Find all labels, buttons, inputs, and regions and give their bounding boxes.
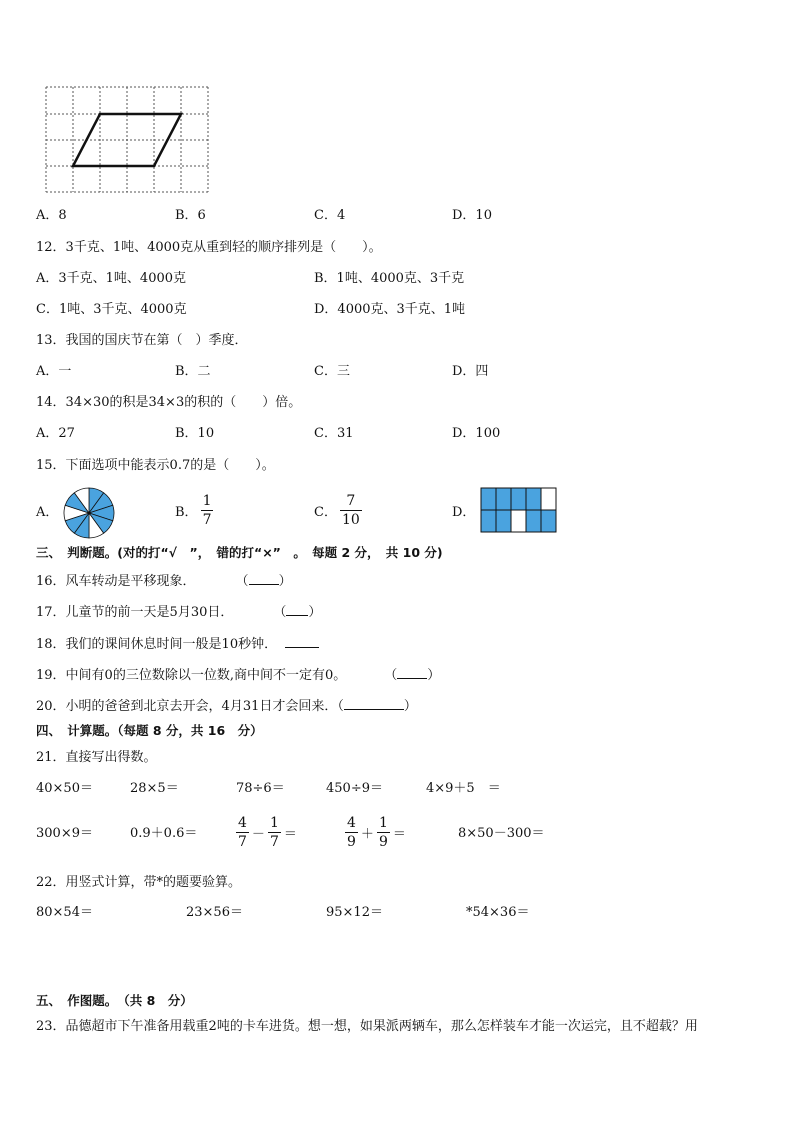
q23-stem: 23．品德超市下午准备用载重2吨的卡车进货。想一想，如果派两辆车，那么怎样装车才能一次运完，且不超载？用 <box>36 1019 698 1034</box>
q22-item-1[interactable]: 80×54＝ <box>36 905 93 920</box>
q16-answer-blank[interactable] <box>249 572 279 585</box>
q14-option-c[interactable]: C．31 <box>314 426 354 441</box>
q12-option-b[interactable]: B．1吨、4000克、3千克 <box>314 271 465 286</box>
section5-heading: 五、 作图题。 （共 8 分） <box>36 993 193 1008</box>
q13-option-a[interactable]: A．一 <box>36 364 72 379</box>
q13-option-c[interactable]: C．三 <box>314 364 350 379</box>
fraction-1-7: $\frac{1}{7}$ <box>269 815 279 850</box>
q14-option-d[interactable]: D．100 <box>452 426 501 441</box>
q22-item-4[interactable]: *54×36＝ <box>466 905 530 920</box>
equals-sign: ＝ <box>283 827 297 842</box>
parallelogram-grid-figure <box>44 84 214 199</box>
grid-cell <box>541 510 556 532</box>
grid-cell <box>496 488 511 510</box>
q19-answer-blank[interactable] <box>397 666 427 679</box>
q15-c-label: C． <box>314 505 337 520</box>
grid-cell <box>526 510 541 532</box>
q16-stem: 16．风车转动是平移现象． （ ） <box>36 574 292 589</box>
q14-stem: 14．34×30的积是34×3的积的（ ）倍。 <box>36 395 302 410</box>
q17-stem: 17．儿童节的前一天是5月30日． （ ） <box>36 605 322 620</box>
grid-cell <box>481 488 496 510</box>
q12-option-c[interactable]: C．1吨、3千克、4000克 <box>36 302 187 317</box>
q18-stem: 18．我们的课间休息时间一般是10秒钟． <box>36 635 319 653</box>
q11-option-c[interactable]: C．4 <box>314 208 346 223</box>
grid-cell <box>481 510 496 532</box>
minus-sign: － <box>251 827 265 842</box>
q11-option-b[interactable]: B．6 <box>175 208 206 223</box>
fraction-4-9: $\frac{4}{9}$ <box>347 815 356 850</box>
grid-cell <box>541 488 556 510</box>
q21-item-9[interactable] <box>345 814 406 851</box>
q20-answer-blank[interactable] <box>344 697 404 710</box>
q21-item-6[interactable]: 300×9＝ <box>36 826 93 841</box>
q21-item-7[interactable]: 0.9＋0.6＝ <box>130 826 198 841</box>
q21-item-8[interactable] <box>236 814 297 851</box>
q12-stem: 12．3千克、1吨、4000克从重到轻的顺序排列是（ ）。 <box>36 240 382 255</box>
q15-option-d[interactable]: D． <box>452 505 476 520</box>
q21-item-2[interactable]: 28×5＝ <box>130 781 179 796</box>
q15-option-c[interactable] <box>314 492 362 529</box>
q18-answer-blank[interactable] <box>285 635 319 648</box>
pie-chart-icon <box>62 486 116 540</box>
section3-heading: 三、 判断题。(对的打“√ ”， 错的打“×” 。 每题 2 分， 共 10 分) <box>36 545 443 560</box>
q22-item-3[interactable]: 95×12＝ <box>326 905 383 920</box>
grid-cell <box>496 510 511 532</box>
shaded-grid-icon <box>480 487 558 535</box>
q12-option-a[interactable]: A．3千克、1吨、4000克 <box>36 271 187 286</box>
q15-option-a[interactable]: A． <box>36 505 59 520</box>
q11-option-a[interactable]: A．8 <box>36 208 67 223</box>
q15-stem: 15．下面选项中能表示0.7的是（ ）。 <box>36 458 275 473</box>
q15-option-b[interactable] <box>175 492 213 529</box>
q20-stem: 20．小明的爸爸到北京去开会，4月31日才会回来．（ ） <box>36 699 417 714</box>
equals-sign: ＝ <box>392 827 406 842</box>
q15-b-fraction: $\frac{1}{7}$ <box>202 493 212 528</box>
grid-cell <box>526 488 541 510</box>
q19-stem: 19．中间有0的三位数除以一位数,商中间不一定有0。 （ ） <box>36 668 441 683</box>
q11-option-d[interactable]: D．10 <box>452 208 492 223</box>
q21-stem: 21．直接写出得数。 <box>36 750 157 765</box>
q21-item-4[interactable]: 450÷9＝ <box>326 781 383 796</box>
q14-option-a[interactable]: A．27 <box>36 426 75 441</box>
fraction-4-7: $\frac{4}{7}$ <box>238 815 247 850</box>
plus-sign: ＋ <box>360 827 374 842</box>
grid-cell <box>511 510 526 532</box>
section4-heading: 四、 计算题。（每题 8 分，共 16 分） <box>36 723 263 738</box>
q22-item-2[interactable]: 23×56＝ <box>186 905 243 920</box>
q15-c-fraction: $\frac{7}{10}$ <box>341 493 360 528</box>
q17-answer-blank[interactable] <box>286 603 308 616</box>
q21-item-1[interactable]: 40×50＝ <box>36 781 93 796</box>
q14-option-b[interactable]: B．10 <box>175 426 215 441</box>
q15-b-label: B． <box>175 505 198 520</box>
fraction-1-9: $\frac{1}{9}$ <box>378 815 388 850</box>
q13-option-d[interactable]: D．四 <box>452 364 489 379</box>
q12-option-d[interactable]: D．4000克、3千克、1吨 <box>314 302 466 317</box>
q21-item-10[interactable]: 8×50－300＝ <box>458 826 545 841</box>
q13-option-b[interactable]: B．二 <box>175 364 211 379</box>
q13-stem: 13．我国的国庆节在第（ ）季度． <box>36 333 248 348</box>
q21-item-3[interactable]: 78÷6＝ <box>236 781 285 796</box>
grid-cell <box>511 488 526 510</box>
q22-stem: 22．用竖式计算，带*的题要验算。 <box>36 875 242 890</box>
q21-item-5[interactable]: 4×9＋5 ＝ <box>426 781 501 796</box>
